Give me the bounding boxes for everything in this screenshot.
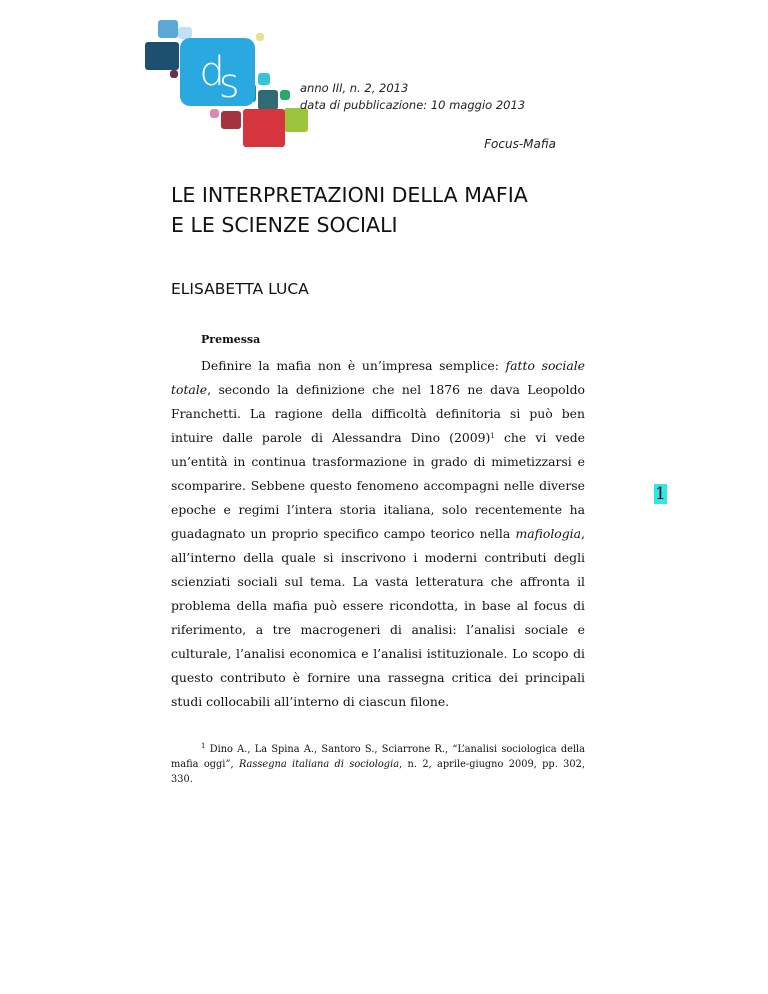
body-text-3: che vi vede un’entità in continua trasformazione in grado di mimetizzarsi e scomparire. Sebbene questo fenomeno accompagni nelle diverse epoche e regimi l’intera storia italiana, solo recentemente ha guadagnato un proprio specifico campo teorico nella bbox=[171, 430, 585, 541]
logo-square bbox=[210, 109, 219, 118]
logo-square bbox=[170, 70, 178, 78]
logo-square bbox=[145, 42, 179, 70]
article-title bbox=[171, 180, 611, 240]
title-line-1: LE INTERPRETAZIONI DELLA MAFIA bbox=[171, 183, 528, 207]
logo-square bbox=[256, 33, 264, 41]
page-number: 1 bbox=[655, 484, 666, 504]
logo-square bbox=[243, 109, 285, 147]
logo-letter-d: d bbox=[199, 49, 221, 95]
logo-letter-s: s bbox=[218, 61, 236, 107]
journal-logo bbox=[0, 0, 330, 150]
article-author: ELISABETTA LUCA bbox=[171, 280, 309, 298]
logo-square bbox=[280, 90, 290, 100]
footnote-number: 1 bbox=[201, 742, 206, 750]
publication-date: data di pubblicazione: 10 maggio 2013 bbox=[300, 98, 526, 112]
logo-ds-mark bbox=[180, 38, 255, 106]
body-emphasis-2: mafiologia bbox=[515, 526, 582, 541]
footnote-journal: Rassegna italiana di sociologia bbox=[238, 759, 400, 770]
body-paragraph bbox=[171, 354, 585, 714]
logo-square bbox=[258, 73, 270, 85]
issue-info: anno III, n. 2, 2013 bbox=[300, 81, 409, 95]
body-emphasis-1: fatto sociale totale bbox=[171, 358, 586, 397]
section-tag: Focus-Mafia bbox=[484, 137, 556, 151]
section-heading: Premessa bbox=[201, 333, 261, 346]
logo-square bbox=[258, 90, 278, 110]
logo-square bbox=[158, 20, 178, 38]
footnote-text-2: , n. 2, aprile-giugno 2009, pp. 302, 330. bbox=[171, 759, 585, 785]
body-text-2: , secondo la definizione che nel 1876 ne dava Leopoldo Franchetti. La ragione della difficoltà definitoria si può ben intuire dalle parole di Alessandra Dino (2009) bbox=[171, 382, 585, 445]
footnote-reference[interactable]: 1 bbox=[490, 432, 495, 440]
body-text-1: Definire la mafia non è un’impresa semplice: bbox=[201, 358, 506, 373]
logo-square bbox=[221, 111, 241, 129]
body-text-4: , all’interno della quale si inscrivono i moderni contributi degli scienziati sociali sul tema. La vasta letteratura che affronta il problema della mafia può essere ricondotta, in base al focus di riferimento, a tre macrogeneri di analisi: l’analisi sociale e culturale, l’analisi economica e l’analisi istituzionale. Lo scopo di questo contributo è fornire una rassegna critica dei principali studi collocabili all’interno di ciascun filone. bbox=[171, 526, 585, 709]
publication-meta bbox=[300, 80, 525, 114]
footnote-text-1: Dino A., La Spina A., Santoro S., Sciarrone R., “L’analisi sociologica della mafia oggi”, bbox=[171, 744, 585, 770]
title-line-2: E LE SCIENZE SOCIALI bbox=[171, 213, 398, 237]
footnote bbox=[171, 742, 585, 787]
